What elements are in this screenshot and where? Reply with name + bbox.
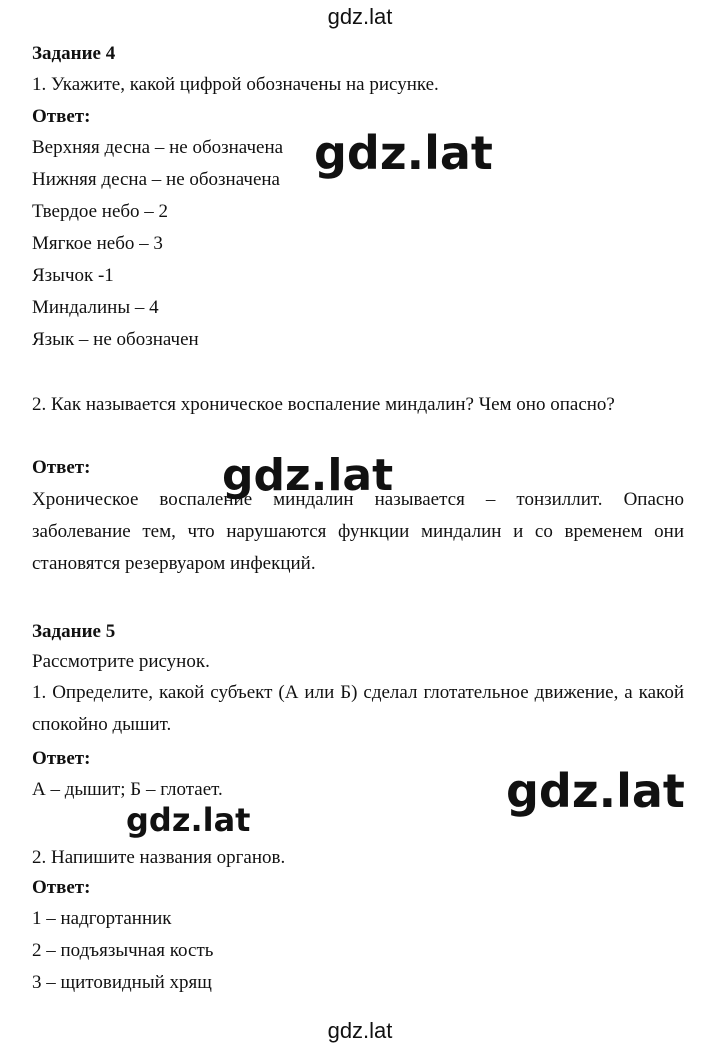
- task5-answer2-label: Ответ:: [32, 877, 91, 898]
- task5-answer-1: А – дышит; Б – глотает.: [32, 779, 223, 800]
- task4-question-1: 1. Укажите, какой цифрой обозначены на рисунке.: [32, 74, 439, 95]
- task4-answer-item: Язычок -1: [32, 265, 114, 286]
- watermark: gdz.lat: [222, 450, 394, 501]
- task4-answer-label: Ответ:: [32, 106, 91, 127]
- task4-answer-item: Миндалины – 4: [32, 297, 159, 318]
- task4-question-2: 2. Как называется хроническое воспаление миндалин? Чем оно опасно?: [32, 394, 615, 415]
- site-footer: gdz.lat: [327, 1018, 393, 1043]
- task5-organ-item: 3 – щитовидный хрящ: [32, 972, 212, 993]
- task4-answer-item: Мягкое небо – 3: [32, 233, 163, 254]
- task4-title: Задание 4: [32, 43, 116, 64]
- task5-intro: Рассмотрите рисунок.: [32, 651, 210, 672]
- task5-organ-item: 2 – подъязычная кость: [32, 940, 214, 961]
- task4-answer-2: Хроническое воспаление миндалин называется – тонзиллит. Опасно заболевание тем, что нарушаются функции миндалин и со временем они становятся резервуаром инфекций.: [32, 489, 684, 574]
- task4-answer-item: Нижняя десна – не обозначена: [32, 169, 280, 190]
- task4-answer-item: Верхняя десна – не обозначена: [32, 137, 284, 158]
- task5-answer-label: Ответ:: [32, 748, 91, 769]
- watermark: gdz.lat: [506, 764, 685, 818]
- task5-question-2: 2. Напишите названия органов.: [32, 847, 286, 868]
- task5-organ-item: 1 – надгортанник: [32, 908, 172, 929]
- site-header: gdz.lat: [327, 4, 393, 29]
- task4-answer2-label: Ответ:: [32, 457, 91, 478]
- watermark: gdz.lat: [314, 126, 493, 180]
- task5-question-1: 1. Определите, какой субъект (А или Б) сделал глотательное движение, а какой спокойно дышит.: [32, 682, 684, 735]
- task4-answer-item: Язык – не обозначен: [32, 329, 199, 350]
- watermark: gdz.lat: [126, 802, 254, 838]
- task5-title: Задание 5: [32, 621, 116, 642]
- task4-answer-item: Твердое небо – 2: [32, 201, 169, 222]
